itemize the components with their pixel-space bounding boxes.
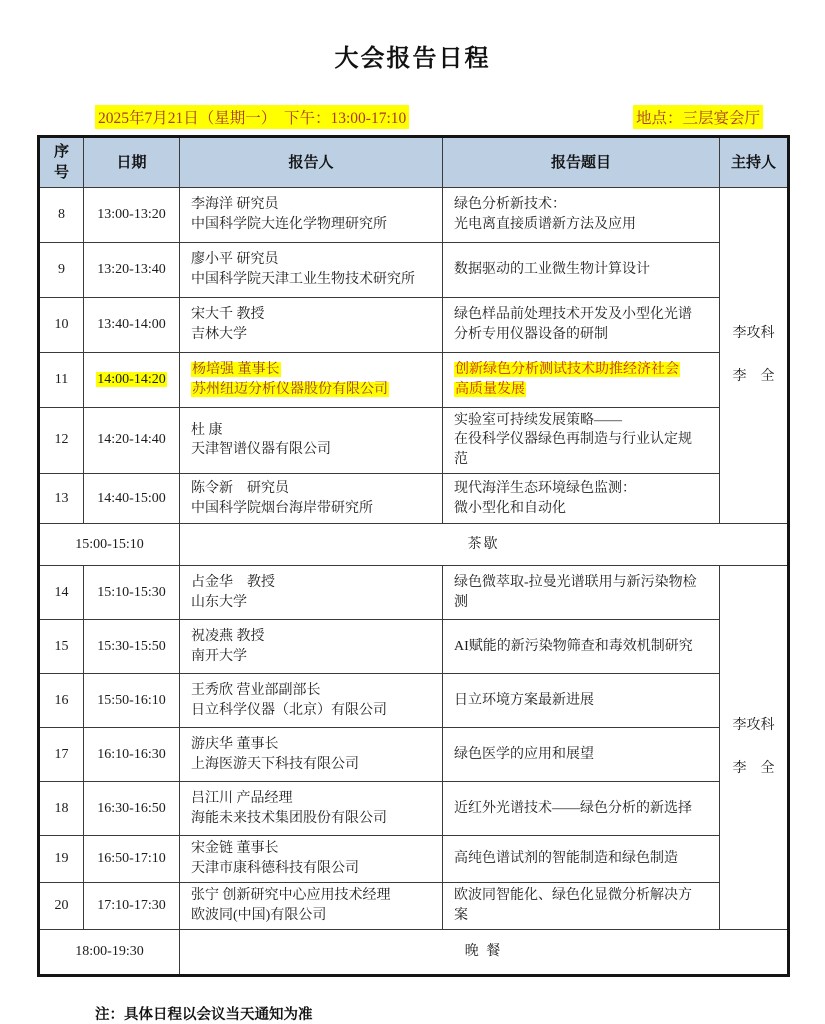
topic-line: 实验室可持续发展策略—— [454, 412, 622, 428]
cell-topic [443, 674, 720, 728]
topic-line: 数据驱动的工业微生物计算设计 [454, 261, 650, 277]
topic-line: 绿色分析新技术： [454, 196, 566, 212]
speaker-name: 王秀欣 营业部副部长 [191, 682, 321, 698]
topic-line: 高纯色谱试剂的智能制造和绿色制造 [454, 851, 678, 867]
topic-line: 近红外光谱技术——绿色分析的新选择 [454, 800, 692, 816]
topic-line: 绿色微萃取-拉曼光谱联用与新污染物检 [454, 574, 697, 590]
dinner-row [39, 929, 789, 975]
cell-no: 11 [39, 352, 84, 407]
cell-topic [443, 782, 720, 836]
cell-speaker [180, 352, 443, 407]
speaker-org: 日立科学仪器（北京）有限公司 [191, 702, 387, 718]
cell-time: 15:50-16:10 [84, 674, 180, 728]
topic-line: 分析专用仪器设备的研制 [454, 326, 608, 342]
table-row-11-highlighted [39, 352, 789, 407]
speaker-name: 占金华 教授 [191, 574, 275, 590]
page-title: 大会报告日程 [334, 45, 491, 72]
cell-no: 10 [39, 297, 84, 352]
dinner-time: 18:00-19:30 [39, 929, 180, 975]
cell-time: 14:20-14:40 [84, 407, 180, 474]
topic-line: AI赋能的新污染物筛查和毒效机制研究 [454, 638, 693, 654]
tea-break-time: 15:00-15:10 [39, 524, 180, 566]
cell-speaker [180, 297, 443, 352]
cell-speaker [180, 187, 443, 242]
speaker-name: 宋大千 教授 [191, 306, 265, 322]
speaker-name: 杨培强 董事长 [192, 361, 280, 377]
topic-line: 日立环境方案最新进展 [454, 692, 594, 708]
cell-no: 14 [39, 566, 84, 620]
cell-host-session1 [720, 187, 789, 524]
session-datetime: 2025年7月21日（星期一） 下午：13:00-17:10 [95, 105, 409, 129]
header-no: 序号 [39, 137, 84, 188]
speaker-org: 山东大学 [191, 594, 247, 610]
header-row [39, 137, 789, 188]
cell-topic [443, 352, 720, 407]
topic-line: 现代海洋生态环境绿色监测： [454, 480, 636, 496]
table-row-17 [39, 728, 789, 782]
topic-line: 范 [454, 452, 468, 468]
cell-time: 14:40-15:00 [84, 474, 180, 524]
speaker-name: 陈令新 研究员 [191, 480, 289, 496]
speaker-org: 天津市康科德科技有限公司 [191, 861, 359, 877]
speaker-name: 吕江川 产品经理 [191, 790, 293, 806]
cell-no: 15 [39, 620, 84, 674]
cell-time: 13:00-13:20 [84, 187, 180, 242]
cell-no: 16 [39, 674, 84, 728]
cell-topic [443, 620, 720, 674]
table-row-15 [39, 620, 789, 674]
cell-time: 16:10-16:30 [84, 728, 180, 782]
cell-speaker [180, 728, 443, 782]
cell-no: 9 [39, 242, 84, 297]
cell-topic [443, 242, 720, 297]
speaker-org: 上海医游天下科技有限公司 [191, 756, 359, 772]
cell-topic [443, 882, 720, 929]
cell-no: 17 [39, 728, 84, 782]
topic-line: 绿色样品前处理技术开发及小型化光谱 [454, 306, 692, 322]
topic-line: 案 [454, 907, 468, 923]
topic-line: 微小型化和自动化 [454, 500, 566, 516]
cell-speaker [180, 620, 443, 674]
cell-speaker [180, 474, 443, 524]
cell-speaker [180, 566, 443, 620]
cell-topic [443, 407, 720, 474]
speaker-name: 祝凌燕 教授 [191, 628, 265, 644]
speaker-org: 苏州纽迈分析仪器股份有限公司 [192, 381, 388, 397]
speaker-org: 海能未来技术集团股份有限公司 [191, 810, 387, 826]
session-location: 地点：三层宴会厅 [633, 105, 763, 129]
header-host: 主持人 [720, 137, 789, 188]
cell-topic [443, 474, 720, 524]
host-name: 李 全 [732, 761, 775, 777]
table-row-20 [39, 882, 789, 929]
cell-no: 13 [39, 474, 84, 524]
topic-line: 欧波同智能化、绿色化显微分析解决方 [454, 887, 692, 903]
table-row-14 [39, 566, 789, 620]
topic-line: 光电离直接质谱新方法及应用 [454, 216, 636, 232]
cell-time: 16:50-17:10 [84, 836, 180, 883]
speaker-name: 廖小平 研究员 [191, 251, 279, 267]
cell-speaker [180, 882, 443, 929]
dinner-label: 晚 餐 [180, 929, 789, 975]
topic-line: 高质量发展 [455, 381, 525, 397]
speaker-org: 欧波同(中国)有限公司 [191, 907, 327, 923]
table-row-10 [39, 297, 789, 352]
table-row-12 [39, 407, 789, 474]
topic-line: 创新绿色分析测试技术助推经济社会 [455, 361, 679, 377]
cell-topic [443, 566, 720, 620]
host-name: 李攻科 [732, 325, 775, 341]
tea-break-row [39, 524, 789, 566]
speaker-org: 中国科学院天津工业生物技术研究所 [191, 271, 415, 287]
speaker-name: 宋金链 董事长 [191, 841, 279, 857]
cell-no: 8 [39, 187, 84, 242]
table-row-8 [39, 187, 789, 242]
footer-note: 注：具体日程以会议当天通知为准 [95, 1006, 313, 1023]
cell-speaker [180, 407, 443, 474]
speaker-org: 中国科学院大连化学物理研究所 [191, 216, 387, 232]
schedule-table [37, 135, 790, 977]
host-name: 李 全 [732, 369, 775, 385]
cell-time: 15:30-15:50 [84, 620, 180, 674]
cell-no: 20 [39, 882, 84, 929]
table-row-19 [39, 836, 789, 883]
cell-no: 12 [39, 407, 84, 474]
topic-line: 测 [454, 594, 468, 610]
speaker-name: 游庆华 董事长 [191, 736, 279, 752]
speaker-org: 南开大学 [191, 648, 247, 664]
cell-time: 17:10-17:30 [84, 882, 180, 929]
speaker-org: 吉林大学 [191, 326, 247, 342]
speaker-org: 天津智谱仪器有限公司 [191, 442, 331, 458]
table-row-18 [39, 782, 789, 836]
cell-time [84, 352, 180, 407]
topic-line: 绿色医学的应用和展望 [454, 746, 594, 762]
cell-topic [443, 836, 720, 883]
table-row-9 [39, 242, 789, 297]
speaker-org: 中国科学院烟台海岸带研究所 [191, 500, 373, 516]
speaker-name: 李海洋 研究员 [191, 196, 279, 212]
header-date: 日期 [84, 137, 180, 188]
header-topic: 报告题目 [443, 137, 720, 188]
cell-speaker [180, 674, 443, 728]
cell-no: 18 [39, 782, 84, 836]
cell-speaker [180, 782, 443, 836]
cell-topic [443, 187, 720, 242]
cell-no: 19 [39, 836, 84, 883]
session-info-line [38, 105, 787, 129]
highlighted-time: 14:00-14:20 [97, 371, 166, 387]
header-speaker: 报告人 [180, 137, 443, 188]
topic-line: 在役科学仪器绿色再制造与行业认定规 [454, 432, 692, 448]
speaker-name: 杜 康 [191, 422, 223, 438]
cell-topic [443, 297, 720, 352]
cell-time: 16:30-16:50 [84, 782, 180, 836]
cell-speaker [180, 242, 443, 297]
table-row-13 [39, 474, 789, 524]
cell-speaker [180, 836, 443, 883]
host-name: 李攻科 [732, 717, 775, 733]
cell-time: 15:10-15:30 [84, 566, 180, 620]
table-row-16 [39, 674, 789, 728]
cell-time: 13:40-14:00 [84, 297, 180, 352]
speaker-name: 张宁 创新研究中心应用技术经理 [191, 887, 391, 903]
tea-break-label: 茶歇 [180, 524, 789, 566]
cell-host-session2 [720, 566, 789, 930]
cell-time: 13:20-13:40 [84, 242, 180, 297]
cell-topic [443, 728, 720, 782]
